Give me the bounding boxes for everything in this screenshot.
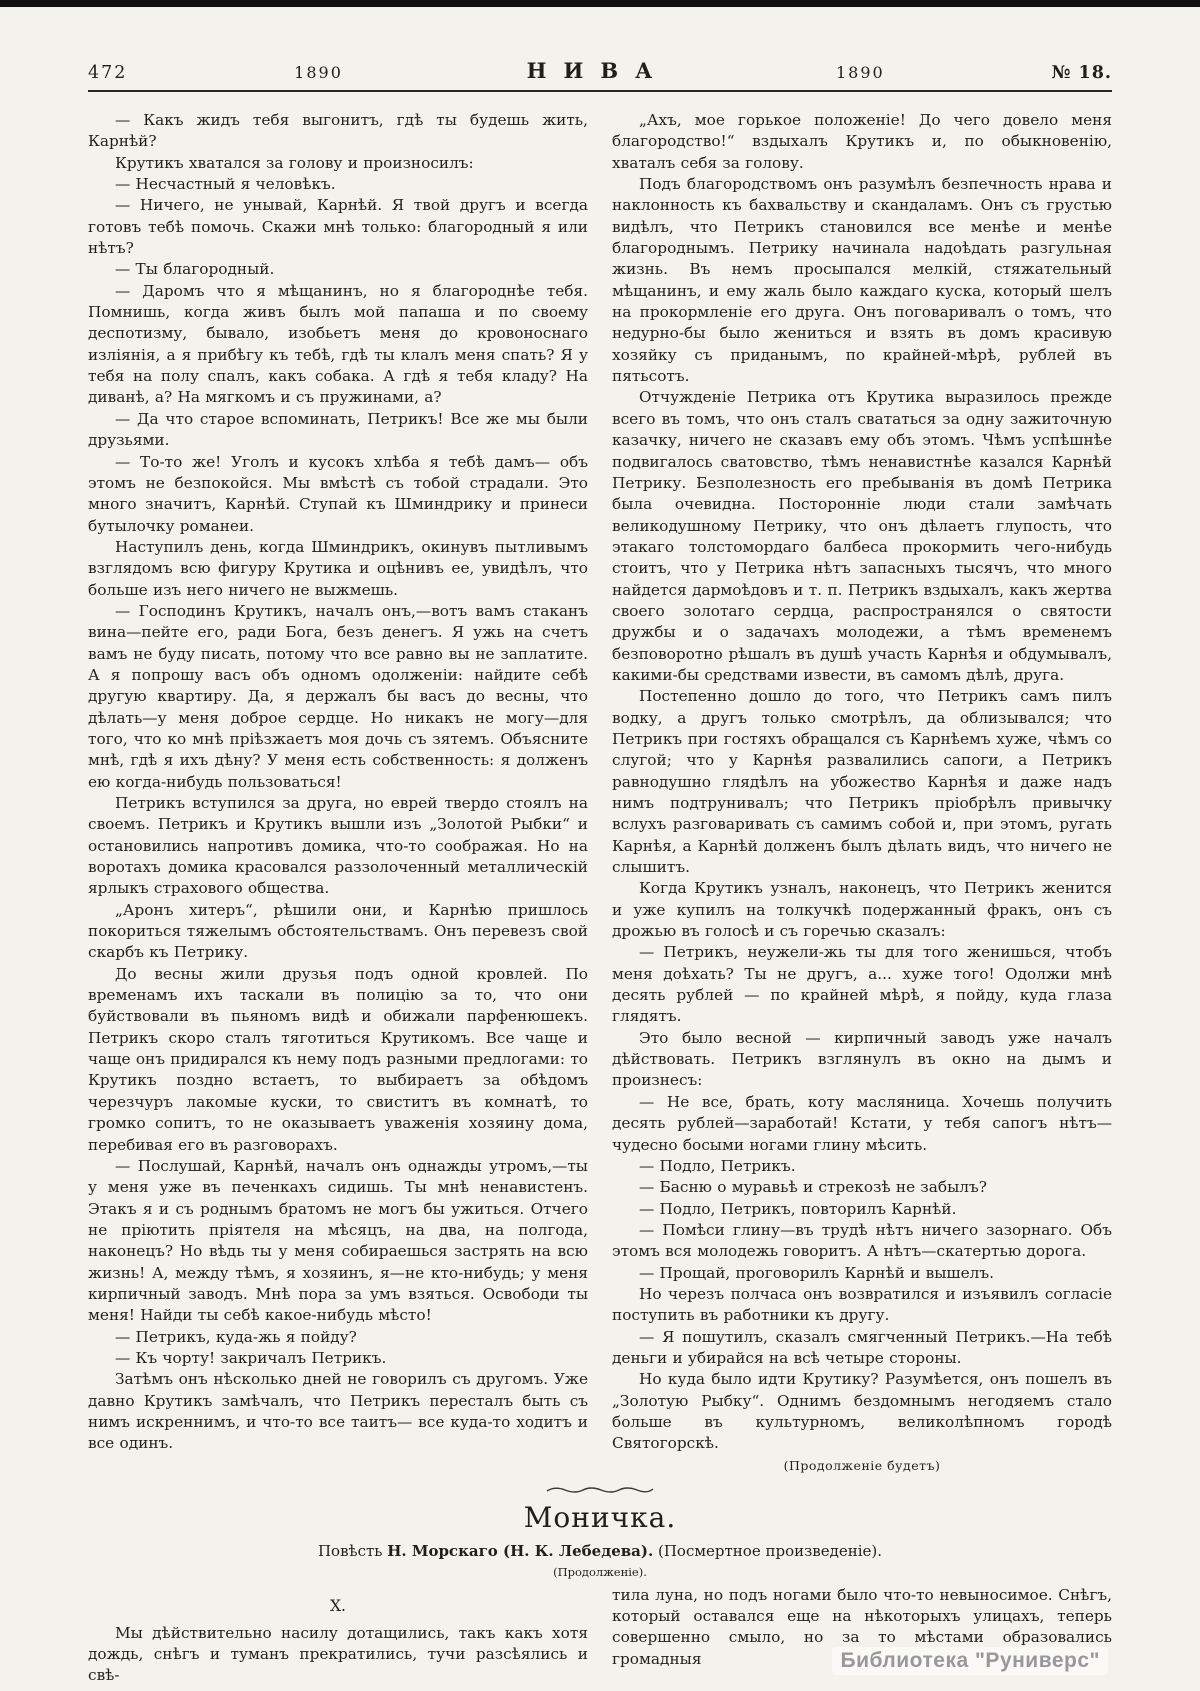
story1-right-column xyxy=(612,110,1112,1473)
paragraph: — Подло, Петрикъ, повторилъ Карнѣй. xyxy=(639,1199,957,1218)
subtitle-note: (Посмертное произведеніе). xyxy=(657,1541,883,1560)
continuation-note: (Продолженіе будетъ) xyxy=(783,1457,941,1473)
paragraph: — Господинъ Крутикъ, началъ онъ,—вотъ вамъ стаканъ вина—пейте его, ради Бога, безъ денегъ. Я ужь на счетъ вамъ не буду писать, потому что все равно вы не заплатите. А я попрошу васъ объ одномъ одолженіи: найдите себѣ другую квартиру. Да, я держалъ бы васъ до весны, что дѣлать—у меня доброе сердце. Но никакъ не могу—для того, что ко мнѣ пріѣзжаетъ моя дочь съ зятемъ. Объясните мнѣ, гдѣ я ихъ дѣну? У меня есть собственность: я долженъ ею когда-нибудь пользоваться! xyxy=(88,601,588,791)
paragraph: — Я пошутилъ, сказалъ смягченный Петрикъ.—На тебѣ деньги и убирайся на всѣ четыре стороны. xyxy=(612,1327,1112,1367)
paragraph: Мы дѣйствительно насилу дотащились, такъ какъ хотя дождь, снѣгъ и туманъ прекратились, тучи разсѣялись и свѣ- xyxy=(88,1623,588,1685)
story1-left-column xyxy=(88,110,588,1473)
paragraph: — Ты благородный. xyxy=(115,260,275,279)
paragraph: — Басню о муравьѣ и стрекозѣ не забылъ? xyxy=(639,1178,987,1197)
subtitle-prefix: Повѣсть xyxy=(317,1541,383,1560)
page-number: 472 xyxy=(88,63,128,83)
paragraph: Постепенно дошло до того, что Петрикъ самъ пилъ водку, а другъ только смотрѣлъ, да облизывался; что Петрикъ при гостяхъ обращался съ Карнѣемъ хуже, чѣмъ со слугой; что у Карнѣя развалились сапоги, а Петрикъ равнодушно глядѣлъ на убожество Карнѣя и даже надъ нимъ подтрунивалъ; что Петрикъ пріобрѣлъ привычку вслухъ разговаривать съ самимъ собой и, при этомъ, ругать Карнѣя, а Карнѣй долженъ былъ дѣлать видъ, что ничего не слышитъ. xyxy=(612,687,1112,877)
paragraph: „Ахъ, мое горькое положеніе! До чего довело меня благородство!“ вздыхалъ Крутикъ и, по обыкновенію, хваталъ себя за голову. xyxy=(612,111,1112,172)
paragraph: — Прощай, проговорилъ Карнѣй и вышелъ. xyxy=(639,1263,994,1282)
story1-right-paragraphs xyxy=(612,110,1112,1455)
paragraph: Петрикъ вступился за друга, но еврей твердо стоялъ на своемъ. Петрикъ и Крутикъ вышли изъ „Золотой Рыбки“ и остановились напротивъ домика, что-то соображая. Но на воротахъ домика красовался раззолоченный металлическій ярлыкъ страхового общества. xyxy=(88,794,588,898)
subtitle-author: Н. Морскаго (Н. К. Лебедева). xyxy=(387,1541,654,1560)
paragraph: Когда Крутикъ узналъ, наконецъ, что Петрикъ женится и уже купилъ на толкучкѣ подержанный фракъ, онъ съ дрожью въ голосѣ и съ горечью сказалъ: xyxy=(612,879,1112,941)
paragraph: Но черезъ полчаса онъ возвратился и изъявилъ согласіе поступить въ работники къ другу. xyxy=(612,1284,1112,1325)
page-header xyxy=(88,58,1112,83)
header-rule xyxy=(88,90,1112,92)
paragraph: — Къ чорту! закричалъ Петрикъ. xyxy=(115,1348,387,1367)
paragraph: — То-то же! Уголъ и кусокъ хлѣба я тебѣ дамъ— объ этомъ не безпокойся. Мы вмѣстѣ съ тобой страдали. Это много значитъ, Карнѣй. Ступай къ Шминдрику и принеси бутылочку романеи. xyxy=(88,452,588,535)
paragraph: Затѣмъ онъ нѣсколько дней не говорилъ съ другомъ. Уже давно Крутикъ замѣчалъ, что Петрикъ пересталъ быть съ нимъ искреннимъ, и что-то все таитъ— все куда-то ходитъ и все одинъ. xyxy=(88,1370,588,1453)
paragraph: — Да что старое вспоминать, Петрикъ! Все же мы были друзьями. xyxy=(88,409,588,450)
paragraph: — Помѣси глину—въ трудѣ нѣтъ ничего зазорнаго. Объ этомъ вся молодежь говоритъ. А нѣтъ—скатертью дорога. xyxy=(612,1220,1112,1261)
paragraph: — Ничего, не унывай, Карнѣй. Я твой другъ и всегда готовъ тебѣ помочь. Скажи мнѣ только: благородный я или нѣтъ? xyxy=(88,196,588,258)
paragraph: „Аронъ хитеръ“, рѣшили они, и Карнѣю пришлось покориться тяжелымъ обстоятельствамъ. Онъ перевезъ свой скарбъ къ Петрику. xyxy=(88,900,588,962)
watermark-runivers: Библиотека "Руниверс" xyxy=(832,1647,1108,1675)
paragraph: — Несчастный я человѣкъ. xyxy=(115,175,336,194)
paragraph: — Петрикъ, неужели-жь ты для того женишься, чтобъ меня доѣхать? Ты не другъ, а... хуже того! Одолжи мнѣ десять рублей — по крайней мѣрѣ, я пойду, куда глаза глядятъ. xyxy=(612,943,1112,1026)
decorative-divider-icon xyxy=(545,1485,655,1495)
paragraph: тила луна, но подъ ногами было что-то невыносимое. Снѣгъ, который оставался еще на нѣкоторыхъ улицахъ, теперь совершенно смыло, но за то мѣстами образовались громадныя xyxy=(612,1585,1112,1668)
paragraph: — Какъ жидъ тебя выгонитъ, гдѣ ты будешь жить, Карнѣй? xyxy=(88,111,588,151)
masthead-title: НИВА xyxy=(526,58,670,83)
paragraph: До весны жили друзья подъ одной кровлей. По временамъ ихъ таскали въ полицію за то, что они буйствовали въ пьяномъ видѣ и обижали парфенюшекъ. Петрикъ скоро сталъ тяготиться Крутикомъ. Все чаще и чаще онъ придирался къ нему подъ разными предлогами: то Крутикъ поздно встаетъ, то выбираетъ за обѣдомъ черезчуръ лакомые куски, то свиститъ въ комнатѣ, то громко сопитъ, то не оказываетъ уваженія хозяину дома, перебивая его въ разговорахъ. xyxy=(88,964,588,1154)
paragraph: Это было весной — кирпичный заводъ уже началъ дѣйствовать. Петрикъ взглянулъ въ окно на дымъ и произнесъ: xyxy=(612,1028,1112,1090)
year-left: 1890 xyxy=(294,63,343,82)
paragraph: Отчужденіе Петрика отъ Крутика выразилось прежде всего въ томъ, что онъ сталъ свататься за одну зажиточную казачку, ничего не сказавъ ему объ этомъ. Чѣмъ успѣшнѣе подвигалось сватовство, тѣмъ ненавистнѣе казался Карнѣй Петрику. Безполезность его пребыванія въ домѣ Петрика была очевидна. Посторонніе люди стали замѣчать великодушному Петрику, что онъ дѣлаетъ глупость, что этакаго толстомордаго балбеса прокормить чего-нибудь стоитъ, что у Петрика нѣтъ запасныхъ тысячъ, что много найдется дармоѣдовъ и т. п. Петрикъ вздыхалъ, какъ жертва своего золотаго сердца, распространялся о святости дружбы и о задачахъ молодежи, а тѣмъ временемъ безповоротно рѣшалъ въ душѣ участь Карнѣя и обдумывалъ, какими-бы средствами извести, въ самомъ дѣлѣ, друга. xyxy=(612,388,1112,684)
paragraph: — Петрикъ, куда-жь я пойду? xyxy=(115,1327,357,1346)
paragraph: Наступилъ день, когда Шминдрикъ, окинувъ пытливымъ взглядомъ всю фигуру Крутика и оцѣнивъ ее, увидѣлъ, что больше изъ него ничего не выжмешь. xyxy=(88,537,588,599)
year-right: 1890 xyxy=(835,63,885,82)
paragraph: — Послушай, Карнѣй, началъ онъ однажды утромъ,—ты у меня уже въ печенкахъ сидишь. Ты мнѣ ненавистенъ. Этакъ я и съ роднымъ братомъ не могъ бы ужиться. Отчего не пріютить пріятеля на мѣсяцъ, на два, на полгода, наконецъ? Но вѣдь ты у меня собираешься застрять на всю жизнь! А, между тѣмъ, я хозяинъ, я—не кто-нибудь; у меня кирпичный заводъ. Мнѣ пора за умъ взяться. Освободи ты меня! Найди ты себѣ какое-нибудь мѣсто! xyxy=(88,1156,588,1325)
scan-edge xyxy=(0,0,1200,7)
paragraph: Подъ благородствомъ онъ разумѣлъ безпечность нрава и наклонность къ бахвальству и скандаламъ. Онъ съ грустью видѣлъ, что Петрикъ становился все менѣе и менѣе благороднымъ. Петрику начинала надоѣдать разгульная жизнь. Въ немъ просыпался мелкій, стяжательный мѣщанинъ, и ему жаль было каждаго куска, который шелъ на прокормленіе его друга. Онъ поговаривалъ о томъ, что недурно-бы было жениться и взять въ домъ красивую хозяйку съ приданымъ, по крайней-мѣрѣ, рублей въ пятьсотъ. xyxy=(612,175,1112,386)
story2-title: Моничка. xyxy=(523,1500,677,1534)
paragraph: — Не все, брать, коту масляница. Хочешь получить десять рублей—заработай! Кстати, у тебя сапогъ нѣтъ— чудесно босыми ногами глину мѣсить. xyxy=(612,1092,1112,1154)
story2-continuation: (Продолженіе). xyxy=(553,1564,647,1579)
story2-left-column xyxy=(88,1585,588,1687)
paragraph: — Подло, Петрикъ. xyxy=(639,1156,796,1175)
story2-subtitle xyxy=(88,1542,1112,1560)
issue-number: № 18. xyxy=(1051,63,1112,83)
paragraph: — Даромъ что я мѣщанинъ, но я благороднѣе тебя. Помнишь, когда живъ былъ мой папаша и по своему деспотизму, бывало, изобьетъ меня до кровоноснаго изліянія, а я прибѣгу къ тебѣ, гдѣ ты клалъ меня спать? Я у тебя на полу спалъ, какъ собака. А гдѣ я тебя кладу? На диванѣ, а? На мягкомъ и съ пружинами, а? xyxy=(88,281,588,407)
paragraph: Но куда было идти Крутику? Разумѣется, онъ пошелъ въ „Золотую Рыбку“. Однимъ бездомнымъ негодяемъ стало больше въ культурномъ, великолѣпномъ городѣ Святогорскѣ. xyxy=(612,1370,1112,1453)
story1-columns xyxy=(88,110,1112,1473)
chapter-heading: X. xyxy=(330,1596,346,1615)
paragraph: Крутикъ хватался за голову и произносилъ: xyxy=(115,153,474,172)
